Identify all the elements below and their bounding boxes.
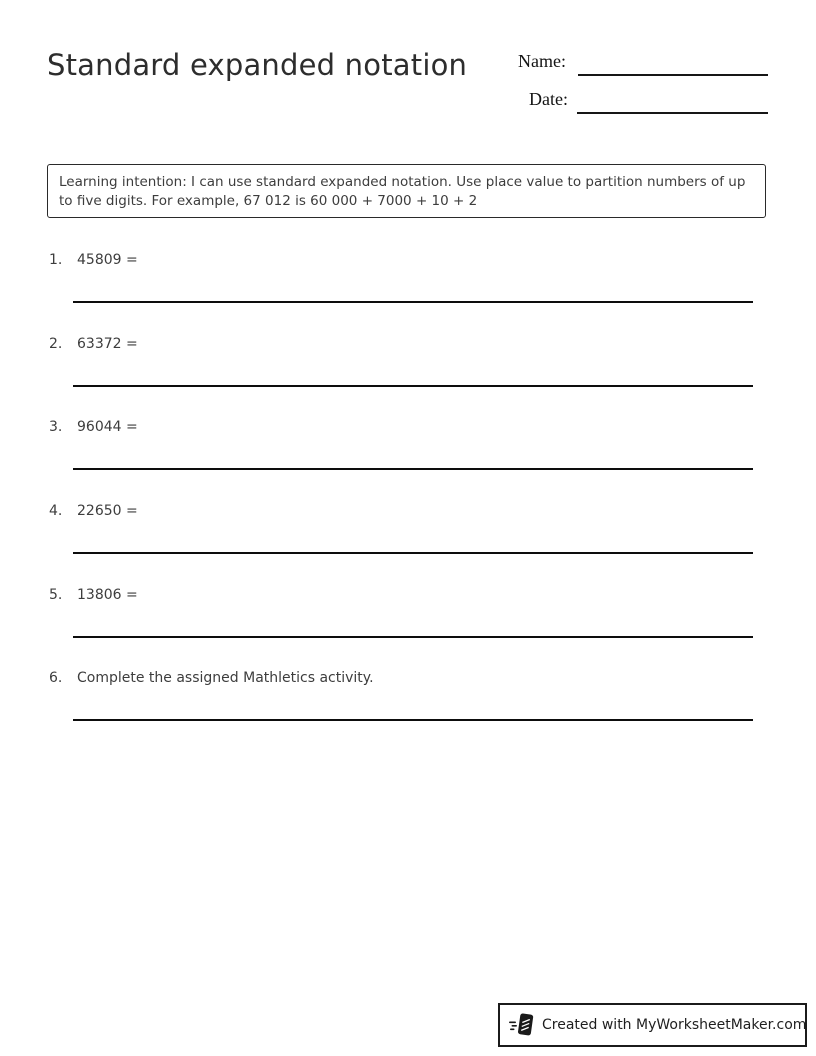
question-text: 63372 = [77,335,138,352]
answer-write-in-line [73,301,753,303]
question-number: 4. [49,503,63,520]
question-item [47,664,766,748]
question-item [47,330,766,414]
learning-intention-box [47,164,766,218]
footer-credit-badge [498,1003,807,1047]
name-write-in-line [578,74,768,76]
learning-intention-text: Learning intention: I can use standard expanded notation. Use place value to partition numbers of up to five digits. For example, 67 012 is 60 000 + 7000 + 10 + 2 [59,174,746,209]
question-item [47,497,766,581]
date-write-in-line [577,112,768,114]
date-label: Date: [529,89,568,109]
question-number: 6. [49,670,63,687]
question-number: 5. [49,586,63,603]
question-item [47,246,766,330]
page-title: Standard expanded notation [47,48,468,82]
question-text: 22650 = [77,503,138,520]
answer-write-in-line [73,636,753,638]
footer-credit-text: Created with MyWorksheetMaker.com [542,1017,807,1033]
answer-write-in-line [73,385,753,387]
question-text: 45809 = [77,252,138,268]
answer-write-in-line [73,468,753,470]
question-text: 96044 = [77,419,138,436]
question-number: 2. [49,335,63,352]
answer-write-in-line [73,719,753,721]
name-label: Name: [518,51,566,71]
question-item [47,413,766,497]
question-number: 3. [49,419,63,436]
question-text: Complete the assigned Mathletics activity. [77,670,374,687]
answer-write-in-line [73,552,753,554]
flying-worksheet-icon [509,1011,535,1039]
question-text: 13806 = [77,586,138,603]
question-item [47,581,766,665]
question-number: 1. [49,252,63,268]
questions-list [47,246,766,748]
